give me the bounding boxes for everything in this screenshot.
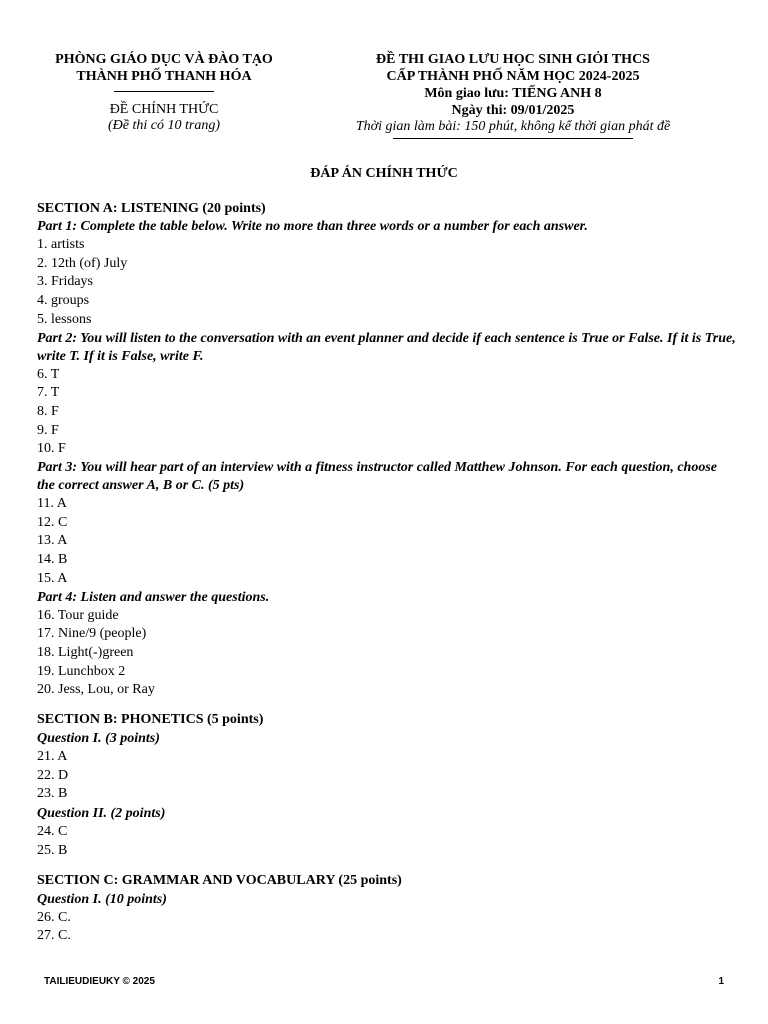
answer-item: 5. lessons (37, 311, 92, 327)
answer-item: 20. Jess, Lou, or Ray (37, 682, 155, 698)
answer-item: 9. F (37, 422, 59, 438)
footer-watermark: TAILIEUDIEUKY © 2025 (44, 976, 155, 987)
answer-item: 26. C. (37, 909, 71, 925)
header-left-block (30, 51, 298, 134)
header-divider (114, 91, 214, 92)
answer-item: 14. B (37, 552, 68, 568)
answer-item: 21. A (37, 749, 68, 765)
answer-item: 27. C. (37, 928, 71, 944)
question-heading: Question II. (2 points) (37, 806, 166, 822)
answer-item: 18. Light(-)green (37, 644, 134, 660)
exam-date: Ngày thi: 09/01/2025 (451, 103, 575, 118)
question-heading: Question I. (3 points) (37, 731, 160, 747)
section-heading: SECTION A: LISTENING (20 points) (37, 201, 266, 216)
exam-level: CẤP THÀNH PHỐ NĂM HỌC 2024-2025 (386, 69, 640, 84)
part-heading: Part 4: Listen and answer the questions. (37, 589, 270, 605)
answer-item: 23. B (37, 786, 68, 802)
answer-item: 4. groups (37, 293, 90, 309)
part-heading: Part 2: You will listen to the conversation with an event planner and decide if each sentence is True or False. If it is True, write T. If it is False, write F. (37, 330, 736, 364)
answer-item: 2. 12th (of) July (37, 255, 128, 271)
page-title: ĐÁP ÁN CHÍNH THỨC (310, 166, 458, 181)
answer-item: 17. Nine/9 (people) (37, 626, 147, 642)
part-heading: Part 1: Complete the table below. Write no more than three words or a number for each answer. (37, 219, 588, 234)
answer-item: 19. Lunchbox 2 (37, 663, 126, 679)
answer-item: 16. Tour guide (37, 607, 119, 623)
answer-item: 11. A (37, 496, 67, 512)
answer-item: 24. C (37, 824, 68, 840)
answer-key (37, 199, 737, 946)
section-heading: SECTION C: GRAMMAR AND VOCABULARY (25 points) (37, 872, 402, 888)
answer-item: 22. D (37, 767, 69, 783)
page-number: 1 (718, 976, 724, 987)
answer-item: 6. T (37, 366, 60, 382)
question-heading: Question I. (10 points) (37, 891, 167, 907)
page-count-note: (Đề thi có 10 trang) (108, 118, 220, 133)
part-heading: Part 3: You will hear part of an interview with a fitness instructor called Matthew Johnson. For each question, choose the correct answer A, B or C. (5 pts) (37, 460, 718, 494)
header-divider (393, 138, 633, 139)
answer-item: 25. B (37, 842, 68, 858)
exam-subject: Môn giao lưu: TIẾNG ANH 8 (424, 86, 602, 101)
exam-duration: Thời gian làm bài: 150 phút, không kể thời gian phát đề (355, 119, 671, 134)
official-label: ĐỀ CHÍNH THỨC (109, 102, 219, 117)
answer-item: 13. A (37, 533, 68, 549)
section-heading: SECTION B: PHONETICS (5 points) (37, 712, 264, 728)
answer-item: 8. F (37, 403, 59, 419)
answer-item: 15. A (37, 570, 68, 586)
answer-item: 10. F (37, 441, 66, 457)
answer-item: 12. C (37, 514, 68, 530)
answer-item: 1. artists (37, 237, 85, 252)
city-name: THÀNH PHỐ THANH HÓA (76, 69, 252, 84)
exam-title: ĐỀ THI GIAO LƯU HỌC SINH GIỎI THCS (376, 52, 650, 67)
header-right-block (318, 51, 708, 139)
answer-item: 7. T (37, 385, 60, 401)
answer-item: 3. Fridays (37, 274, 93, 290)
department-name: PHÒNG GIÁO DỤC VÀ ĐÀO TẠO (55, 52, 273, 67)
